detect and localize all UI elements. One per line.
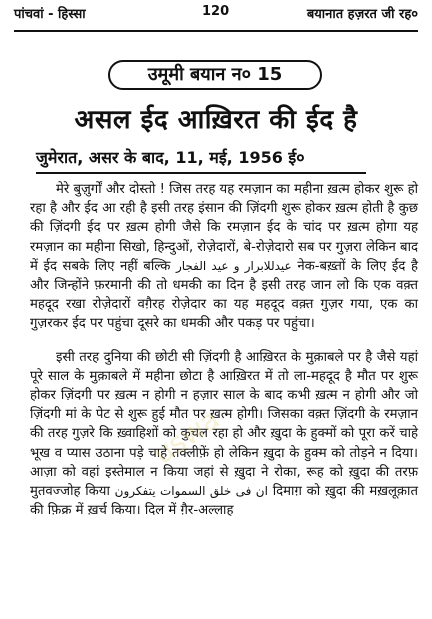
date-line: जुमेरात, असर के बाद, 11, मई, 1956 ई०	[36, 148, 305, 167]
watermark: uswa	[147, 402, 226, 471]
paragraph-text: मेरे बुज़ुर्गों और दोस्तो ! जिस तरह यह रमज़ान का महीना ख़त्म होकर शुरू हो रहा है और ईद आ रही है इसी तरह इंसान की ज़िंदगी शुरू होकर ख़त्म होती है कुछ की ज़िंदगी ईद पर ख़त्म होगी जैसे कि रमज़ान ईद के चांद पर ख़त्म होगा यह रमज़ान का महीना सिखो, हिन्दुओं, रोज़ेदारों, बे-रोज़ेदारो सब पर गुज़रा लेकिन बाद में ईद सबके लिए नहीं बल्कि	[30, 182, 418, 274]
book-title: बयानात हज़रत जी रह०	[306, 7, 418, 22]
date-underline	[36, 172, 366, 174]
paragraph-text: दिमाग़ को ख़ुदा की मख़लूक़ात की फ़िक्र में ख़र्च किया। दिल में ग़ैर-अल्लाह	[30, 484, 418, 519]
page-number: 120	[202, 4, 230, 19]
page-header	[14, 4, 418, 34]
body-text	[30, 180, 418, 520]
arabic-quote: عیدللابرار و عید الفجار	[175, 258, 292, 273]
section-label: पांचवां - हिस्सा	[14, 7, 86, 22]
header-rule	[14, 30, 418, 32]
speech-number-banner: उमूमी बयान न० 15	[108, 60, 322, 90]
paragraph	[30, 180, 418, 334]
paragraph-text: नेक-बख़्तों के लिए ईद है और जिन्होंने फ़रमानी की तो धमकी का दिन है इसी तरह जान लो कि एक वक़्त महदूद रखा रोज़ेदारों वग़ैरह रोज़ेदार का यह महदूद वक़्त गुज़र गया, एक का गुज़रकर ईद पर पहुंचा दूसरे का धमकी और पकड़ पर पहुंचा।	[30, 258, 419, 332]
arabic-verse: ان فی خلق السموات یتفکرون	[114, 484, 268, 499]
paragraph-text: इसी तरह दुनिया की छोटी सी ज़िंदगी है आख़िरत के मुक़ाबले पर है जैसे यहां पूरे साल के मुक़ाबले में महीना छोटा है आख़िरत में तो ला-महदूद है मौत पर शुरू होकर ज़िंदगी पर ख़त्म न होगी न हज़ार साल के बाद कभी ख़त्म न होगी और जो ज़िंदगी मां के पेट से शुरू हुई मौत पर ख़त्म होगी। जिसका वक़्त ज़िंदगी के रमज़ान की तरह गुज़रे कि ख़्वाहिशों को कुचल रहा हो और ख़ुदा के हुक्मों को पूरा करें चाहे भूख व प्यास उठाना पड़े चाहे तक्लीफ़ें हो लेकिन ख़ुदा के हुक्म को तोड़ने न दिया। आज़ा को वहां इस्तेमाल न किया जहां से ख़ुदा ने रोका, रूह को ख़ुदा की तरफ़ मुतवज्जोह किया	[30, 349, 418, 500]
chapter-title: असल ईद आख़िरत की ईद है	[74, 105, 358, 135]
paragraph	[30, 348, 418, 521]
